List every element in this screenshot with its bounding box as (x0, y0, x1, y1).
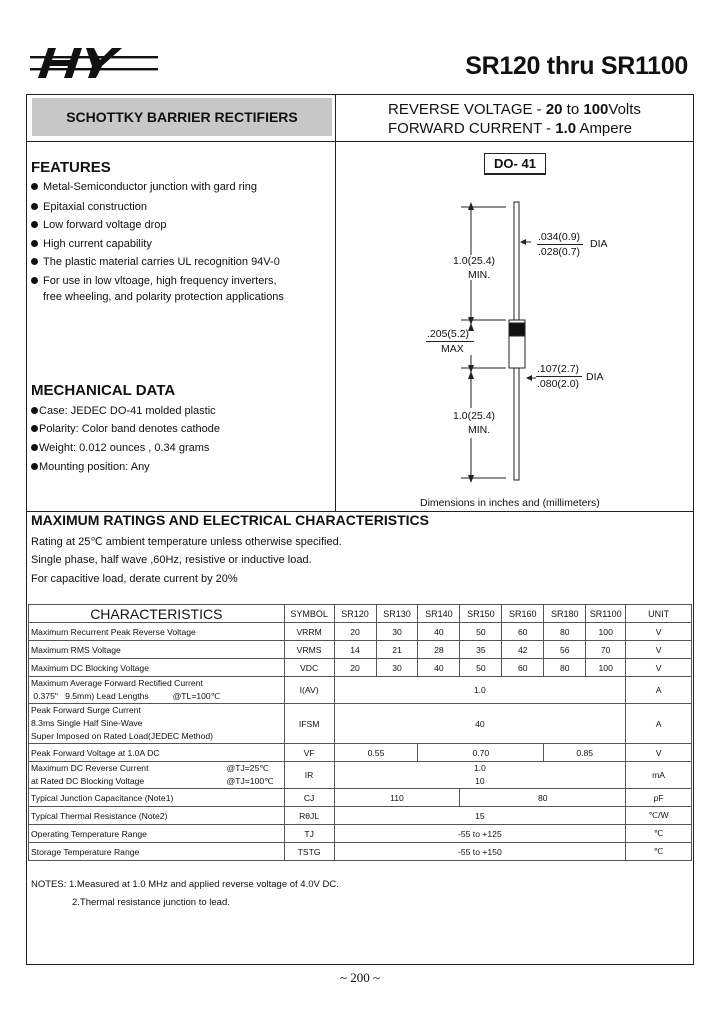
bullet-icon (31, 221, 38, 228)
column-header: CHARACTERISTICS (29, 605, 285, 623)
bullet-icon (31, 258, 38, 265)
lead-dia-max: .034(0.9) (538, 231, 581, 243)
fraction-bar (426, 341, 474, 342)
table-row: Operating Temperature Range TJ -55 to +125 ℃ (29, 825, 692, 843)
dimensions-note: Dimensions in inches and (millimeters) (420, 497, 600, 509)
feature-item: Low forward voltage drop (31, 219, 167, 232)
package-name: DO- 41 (484, 153, 546, 175)
column-header: SR130 (376, 605, 418, 623)
table-row: Maximum Average Forward Rectified Current 0.375" 9.5mm) Lead Lengths @TL=100℃ I(AV) 1.0 A (29, 677, 692, 704)
feature-item: The plastic material carries UL recognition 94V-0 (31, 256, 280, 269)
body-dia-max: .107(2.7) (537, 363, 580, 375)
table-row: Maximum DC Reverse Current @TJ=25℃ at Rated DC Blocking Voltage @TJ=100℃ IR 1.0 10 mA (29, 762, 692, 789)
column-header: SR160 (502, 605, 544, 623)
table-row: Peak Forward Voltage at 1.0A DC VF 0.55 0.70 0.85 V (29, 744, 692, 762)
bullet-icon (31, 425, 38, 432)
column-header: SYMBOL (284, 605, 334, 623)
package-outline-drawing (336, 180, 692, 510)
mechanical-item: Case: JEDEC DO-41 molded plastic (31, 405, 216, 418)
rating-note: Single phase, half wave ,60Hz, resistive or inductive load. (31, 554, 312, 566)
features-heading: FEATURES (31, 159, 111, 176)
rating-note: For capacitive load, derate current by 20% (31, 573, 238, 585)
table-row: Storage Temperature Range TSTG -55 to +150 ℃ (29, 843, 692, 861)
page-number: ~ 200 ~ (339, 970, 381, 985)
table-row: Peak Forward Surge Current 8.3ms Single Half Sine-Wave Super Imposed on Rated Load(JEDEC Method) IFSM 40 A (29, 704, 692, 744)
bullet-icon (31, 183, 38, 190)
table-row: Maximum DC Blocking Voltage VDC 20 30 40 50 60 80 100 V (29, 659, 692, 677)
mechanical-item: Polarity: Color band denotes cathode (31, 423, 220, 436)
column-header: SR180 (544, 605, 586, 623)
bullet-icon (31, 203, 38, 210)
bullet-icon (31, 240, 38, 247)
max-ratings-heading: MAXIMUM RATINGS AND ELECTRICAL CHARACTERISTICS (31, 512, 429, 528)
upper-lead-length: 1.0(25.4) (453, 255, 496, 267)
rating-note: Rating at 25℃ ambient temperature unless otherwise specified. (31, 536, 342, 548)
body-dia-label: DIA (586, 371, 604, 383)
subtitle-banner: SCHOTTKY BARRIER RECTIFIERS (32, 98, 332, 136)
lead-dia-label: DIA (590, 238, 608, 250)
column-header: SR120 (334, 605, 376, 623)
feature-item: Epitaxial construction (31, 201, 147, 214)
upper-lead-min: MIN. (468, 269, 491, 281)
reverse-voltage-line: REVERSE VOLTAGE - 20 to 100Volts (388, 101, 641, 118)
column-header: SR1100 (586, 605, 626, 623)
mechanical-heading: MECHANICAL DATA (31, 382, 176, 399)
footnote-2: 2.Thermal resistance junction to lead. (72, 897, 230, 908)
bullet-icon (31, 444, 38, 451)
forward-current-line: FORWARD CURRENT - 1.0 Ampere (388, 120, 632, 137)
feature-item: Metal-Semiconductor junction with gard ring (31, 181, 257, 194)
fraction-bar (536, 376, 582, 377)
table-header-row (29, 605, 692, 623)
table-row: Maximum RMS Voltage VRMS 14 21 28 35 42 56 70 V (29, 641, 692, 659)
lower-lead-min: MIN. (468, 424, 491, 436)
table-row: Maximum Recurrent Peak Reverse Voltage VRRM 20 30 40 50 60 80 100 V (29, 623, 692, 641)
table-row: Typical Junction Capacitance (Note1) CJ 110 80 pF (29, 789, 692, 807)
characteristics-table (28, 604, 692, 861)
lead-dia-min: .028(0.7) (538, 246, 581, 258)
fraction-bar (537, 244, 583, 245)
body-dia-min: .080(2.0) (537, 378, 580, 390)
page-title: SR120 thru SR1100 (465, 52, 688, 80)
body-length: .205(5.2) (427, 328, 470, 340)
footnote-1: NOTES: 1.Measured at 1.0 MHz and applied reverse voltage of 4.0V DC. (31, 879, 339, 890)
body-length-max: MAX (441, 343, 464, 355)
bullet-icon (31, 277, 38, 284)
feature-item: free wheeling, and polarity protection applications (43, 291, 284, 303)
mechanical-item: Mounting position: Any (31, 461, 150, 474)
lower-lead-length: 1.0(25.4) (453, 410, 496, 422)
company-logo (30, 44, 158, 80)
column-header: SR150 (460, 605, 502, 623)
bullet-icon (31, 463, 38, 470)
column-header: UNIT (626, 605, 692, 623)
bullet-icon (31, 407, 38, 414)
ratings-summary (388, 100, 641, 138)
feature-item: For use in low vltoage, high frequency inverters, (31, 275, 277, 288)
table-row: Typical Thermal Resistance (Note2) RθJL 15 ℃/W (29, 807, 692, 825)
feature-item: High current capability (31, 238, 152, 251)
mechanical-item: Weight: 0.012 ounces , 0.34 grams (31, 442, 209, 455)
column-header: SR140 (418, 605, 460, 623)
divider (26, 141, 694, 142)
